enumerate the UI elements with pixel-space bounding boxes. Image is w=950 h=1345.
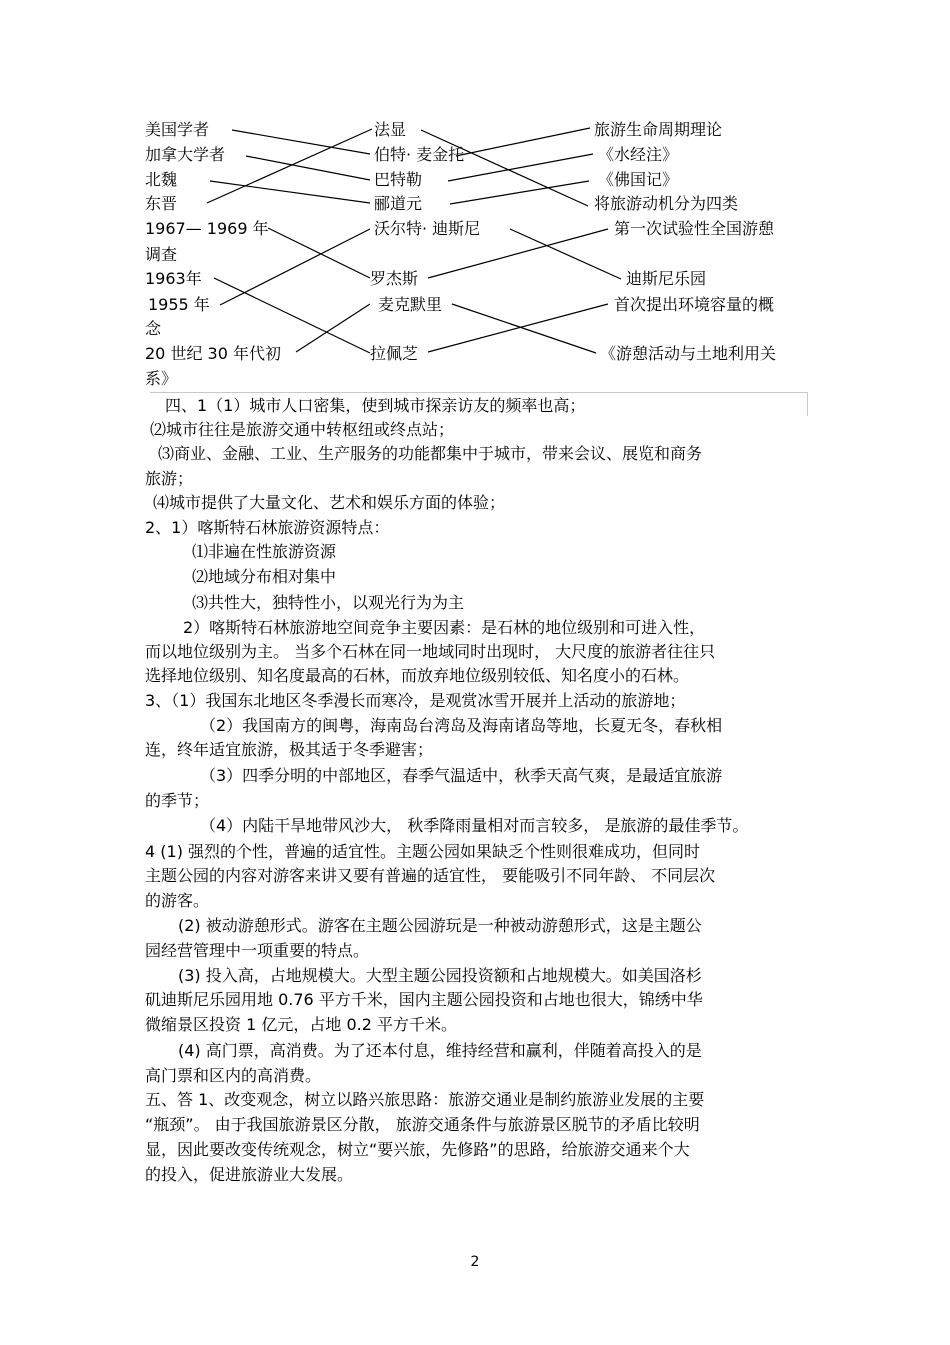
answer-line: 的游客。 xyxy=(145,891,210,910)
col3-item: 《游憩活动与土地利用关 xyxy=(600,344,777,363)
answer-line: 园经营管理中一项重要的特点。 xyxy=(145,941,370,960)
answer-line: 3、（1）我国东北地区冬季漫长而寒冷，是观赏冰雪开展并上活动的旅游地； xyxy=(145,691,686,710)
answer-line: 四、1（1）城市人口密集，使到城市探亲访友的频率也高； xyxy=(165,396,586,415)
answer-line: 五、答 1、改变观念，树立以路兴旅思路：旅游交通业是制约旅游业发展的主要 xyxy=(145,1090,705,1109)
answer-line: 微缩景区投资 1 亿元，占地 0.2 平方千米。 xyxy=(145,1015,457,1034)
match-line xyxy=(510,229,621,279)
col3-item: 将旅游动机分为四类 xyxy=(594,194,739,213)
answer-line: 2、1）喀斯特石林旅游资源特点： xyxy=(145,518,390,537)
col1-item: 1955 年 xyxy=(148,295,210,314)
col1-item: 1963年 xyxy=(145,269,202,288)
match-line xyxy=(268,228,370,278)
col1-item: 加拿大学者 xyxy=(145,145,226,164)
col3-item: 迪斯尼乐园 xyxy=(626,269,707,288)
match-line xyxy=(450,181,589,204)
answer-line: ⑶共性大，独特性小，以观光行为为主 xyxy=(192,593,465,612)
col2-item: 伯特· 麦金托 xyxy=(374,145,465,164)
answer-line: ⑴非遍在性旅游资源 xyxy=(192,542,337,561)
match-line xyxy=(210,181,370,203)
frame-line xyxy=(150,392,808,393)
answer-line: ⑵地域分布相对集中 xyxy=(192,567,337,586)
answer-line: 主题公园的内容对游客来讲又要有普遍的适宜性， 要能吸引不同年龄、 不同层次 xyxy=(145,866,716,885)
col3-item: 旅游生命周期理论 xyxy=(594,120,723,139)
col1-item: 东晋 xyxy=(145,194,178,213)
match-line xyxy=(246,156,370,180)
col2-item: 罗杰斯 xyxy=(370,269,419,288)
col2-item: 沃尔特· 迪斯尼 xyxy=(374,219,481,238)
col3-item: 《水经注》 xyxy=(598,145,679,164)
answer-line: 而以地位级别为主。 当多个石林在同一地域同时出现时， 大尺度的旅游者往往只 xyxy=(145,642,716,661)
answer-line: （3）四季分明的中部地区，春季气温适中，秋季天高气爽，是最适宜旅游 xyxy=(200,766,723,785)
col2-item: 郦道元 xyxy=(374,194,423,213)
answer-line: 矶迪斯尼乐园用地 0.76 平方千米，国内主题公园投资和占地也很大，锦绣中华 xyxy=(145,990,703,1009)
answer-line: 旅游； xyxy=(145,469,194,488)
col3-item: 首次提出环境容量的概 xyxy=(614,295,775,314)
answer-line: 高门票和区内的高消费。 xyxy=(145,1066,322,1085)
answer-line: 2）喀斯特石林旅游地空间竞争主要因素：是石林的地位级别和可进入性， xyxy=(183,618,706,637)
col1-item: 念 xyxy=(145,319,162,338)
answer-line: “瓶颈”。 由于我国旅游景区分散， 旅游交通条件与旅游景区脱节的矛盾比较明 xyxy=(145,1115,700,1134)
answer-line: (2) 被动游憩形式。游客在主题公园游玩是一种被动游憩形式，这是主题公 xyxy=(178,916,702,935)
answer-line: (4) 高门票，高消费。为了还本付息，维持经营和赢利，伴随着高投入的是 xyxy=(178,1041,702,1060)
col1-item: 1967— 1969 年 xyxy=(145,219,269,238)
answer-line: （2）我国南方的闽粤，海南岛台湾岛及海南诸岛等地，长夏无冬，春秋相 xyxy=(200,716,723,735)
col2-item: 巴特勒 xyxy=(374,170,423,189)
answer-line: ⑶商业、金融、工业、生产服务的功能都集中于城市，带来会议、展览和商务 xyxy=(158,444,703,463)
answer-line: 显，因此要改变传统观念，树立“要兴旅，先修路”的思路，给旅游交通来个大 xyxy=(145,1140,690,1159)
answer-line: 选择地位级别、知名度最高的石林，而放弃地位级别较低、知名度小的石林。 xyxy=(145,666,690,685)
col1-item: 美国学者 xyxy=(145,120,210,139)
match-line xyxy=(296,304,370,352)
col2-item: 拉佩芝 xyxy=(370,344,419,363)
answer-line: (3) 投入高，占地规模大。大型主题公园投资额和占地规模大。如美国洛杉 xyxy=(178,966,702,985)
match-line xyxy=(456,128,590,156)
answer-line: 4 (1) 强烈的个性，普遍的适宜性。主题公园如果缺乏个性则很难成功，但同时 xyxy=(145,842,701,861)
answer-line: ⑵城市往往是旅游交通中转枢纽或终点站； xyxy=(150,420,455,439)
col1-item: 调查 xyxy=(145,245,178,264)
col1-item: 系》 xyxy=(145,369,178,388)
col2-item: 法显 xyxy=(374,120,407,139)
col3-item: 《佛国记》 xyxy=(598,170,679,189)
answer-line: （4）内陆干旱地带风沙大， 秋季降雨量相对而言较多， 是旅游的最佳季节。 xyxy=(200,816,749,835)
answer-line: ⑷城市提供了大量文化、艺术和娱乐方面的体验； xyxy=(153,493,506,512)
match-line xyxy=(214,278,370,353)
page-number: 2 xyxy=(470,1254,480,1270)
col1-item: 20 世纪 30 年代初 xyxy=(145,344,281,363)
match-line xyxy=(428,304,608,352)
match-line xyxy=(448,154,593,181)
frame-line xyxy=(807,392,808,416)
col3-item: 第一次试验性全国游憩 xyxy=(614,219,775,238)
match-line xyxy=(232,130,370,154)
match-line xyxy=(452,304,596,353)
col1-item: 北魏 xyxy=(145,170,178,189)
answer-line: 连，终年适宜旅游，极其适于冬季避害； xyxy=(145,740,434,759)
answer-line: 的投入，促进旅游业大发展。 xyxy=(145,1165,354,1184)
answer-line: 的季节； xyxy=(145,791,210,810)
col2-item: 麦克默里 xyxy=(378,295,443,314)
